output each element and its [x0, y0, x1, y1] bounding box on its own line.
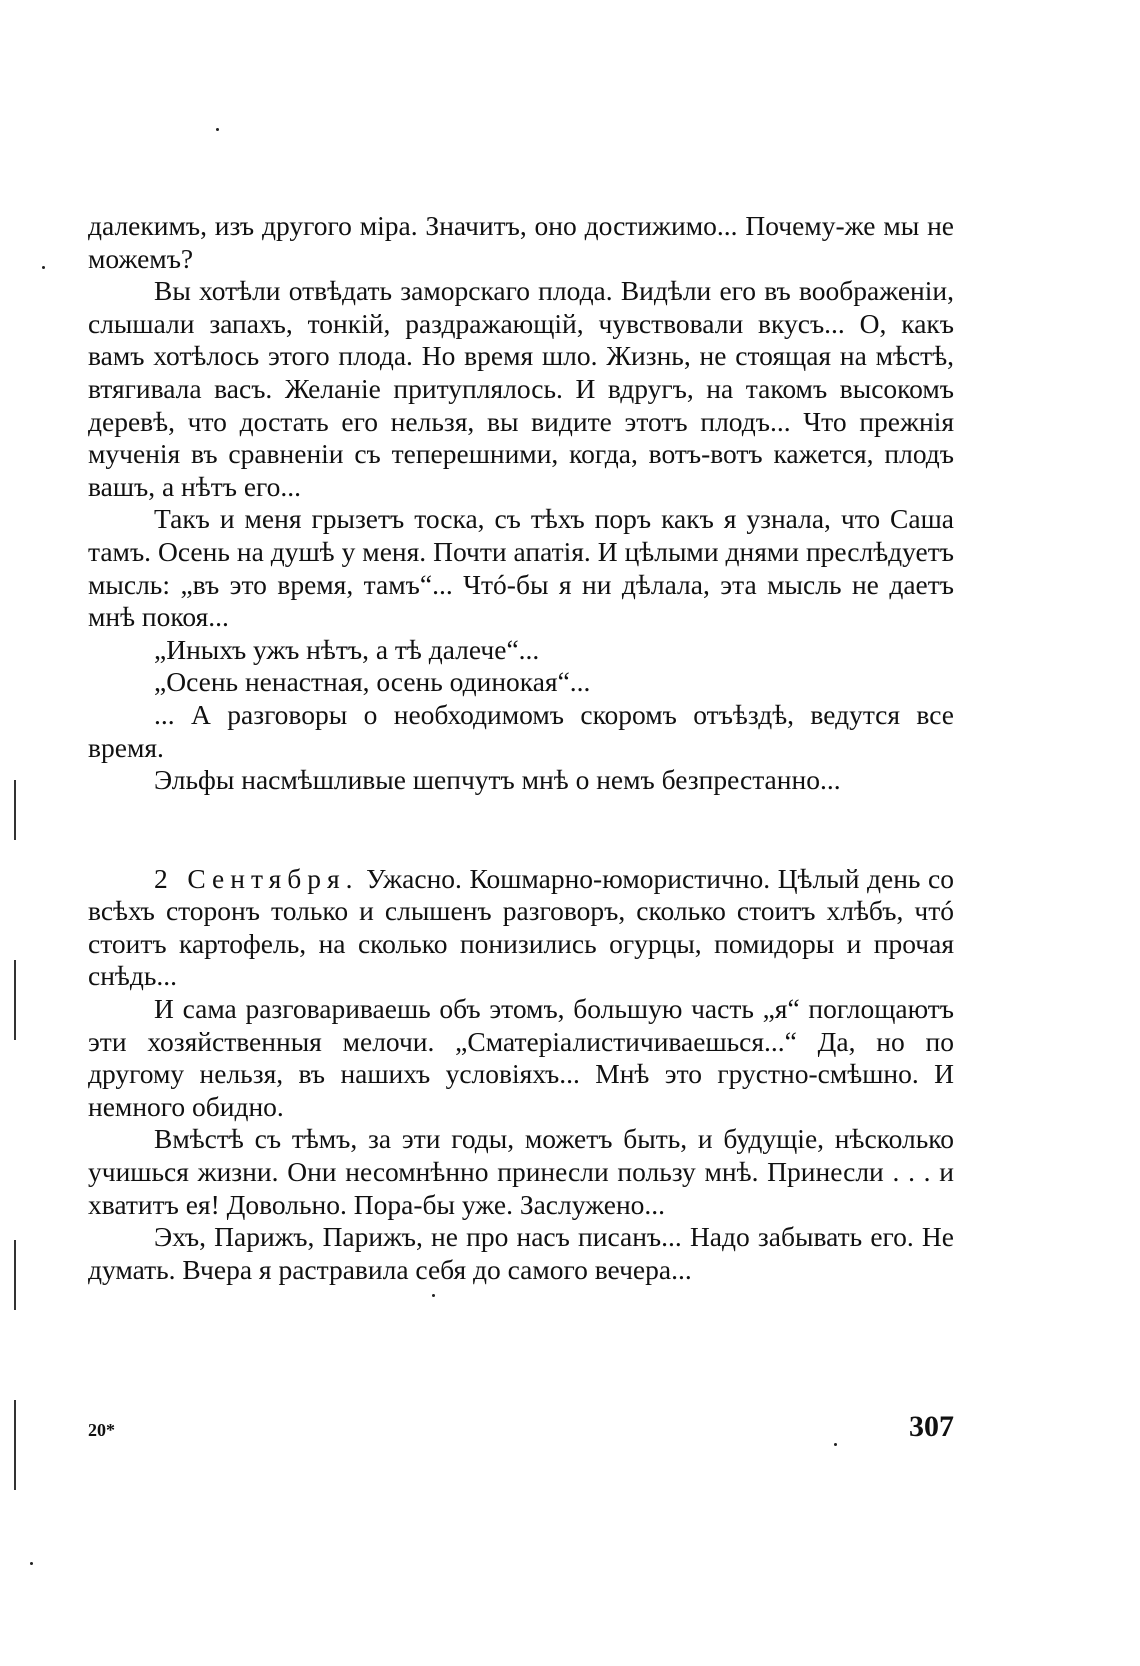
paragraph: Вмѣстѣ съ тѣмъ, за эти годы, можетъ быть, и будущіе, нѣсколько учишься жизни. Они несомнѣнно принесли пользу мнѣ. Принесли . . . и хватитъ ея! Довольно. Пора-бы уже. Заслужено...: [88, 1123, 954, 1220]
binding-line: [14, 780, 16, 840]
paragraph: ... А разговоры о необходимомъ скоромъ отъѣздѣ, ведутся все время.: [88, 698, 954, 763]
scan-speck: [216, 128, 219, 131]
paragraph: И сама разговариваешь объ этомъ, большую часть „я“ поглощаютъ эти хозяйственныя мелочи. „Сматеріалистичиваешься...“ Да, но по другому нельзя, въ нашихъ условіяхъ... Мнѣ это грустно-смѣшно. И немного обидно.: [88, 993, 954, 1122]
binding-line: [14, 960, 16, 1040]
paragraph: Эхъ, Парижъ, Парижъ, не про насъ писанъ... Надо забывать его. Не думать. Вчера я растравила себя до самого вечера...: [88, 1221, 954, 1285]
binding-line: [14, 1400, 16, 1490]
binding-line: [14, 1240, 16, 1310]
signature-mark: 20*: [88, 1420, 115, 1440]
scan-speck: [30, 1562, 33, 1565]
entry-text: Ужасно. Кошмарно-юмористично. Цѣлый день со всѣхъ сторонъ только и слышенъ разговоръ, сколько стоитъ хлѣбъ, чтó стоитъ картофель, на сколько понизились огурцы, помидоры и прочая снѣдь...: [88, 862, 954, 992]
page-number: 307: [909, 1410, 954, 1443]
paragraph: далекимъ, изъ другого міра. Значитъ, оно достижимо... Почему-же мы не можемъ?: [88, 210, 954, 274]
section-gap: [88, 797, 954, 863]
quote-line: „Осень ненастная, осень одинокая“...: [154, 666, 591, 698]
entry-date: 2 Сентября.: [154, 862, 359, 894]
page-footer: [88, 1410, 954, 1450]
quote-line: „Иныхъ ужъ нѣтъ, а тѣ далече“...: [154, 633, 540, 665]
diary-entry: [88, 863, 954, 993]
paragraph: Такъ и меня грызетъ тоска, съ тѣхъ поръ какъ я узнала, что Саша тамъ. Осень на душѣ у меня. Почти апатія. И цѣлыми днями преслѣдуетъ мысль: „въ это время, тамъ“... Чтó-бы я ни дѣлала, эта мысль не даетъ мнѣ покоя...: [88, 503, 954, 633]
paragraph: Вы хотѣли отвѣдать заморскаго плода. Видѣли его въ воображеніи, слышали запахъ, тонкій, раздражающій, чувствовали вкусъ... О, какъ вамъ хотѣлось этого плода. Но время шло. Жизнь, не стоящая на мѣстѣ, втягивала васъ. Желаніе притуплялось. И вдругъ, на такомъ высокомъ деревѣ, что достать его нельзя, вы видите этотъ плодъ... Что прежнія мученія въ сравненіи съ теперешними, когда, вотъ-вотъ кажется, плодъ вашъ, а нѣтъ его...: [88, 275, 954, 502]
page-text: [88, 210, 954, 1286]
scan-speck: [42, 266, 45, 269]
scan-speck: [432, 1294, 435, 1297]
paragraph: Эльфы насмѣшливые шепчутъ мнѣ о немъ безпрестанно...: [154, 764, 841, 796]
